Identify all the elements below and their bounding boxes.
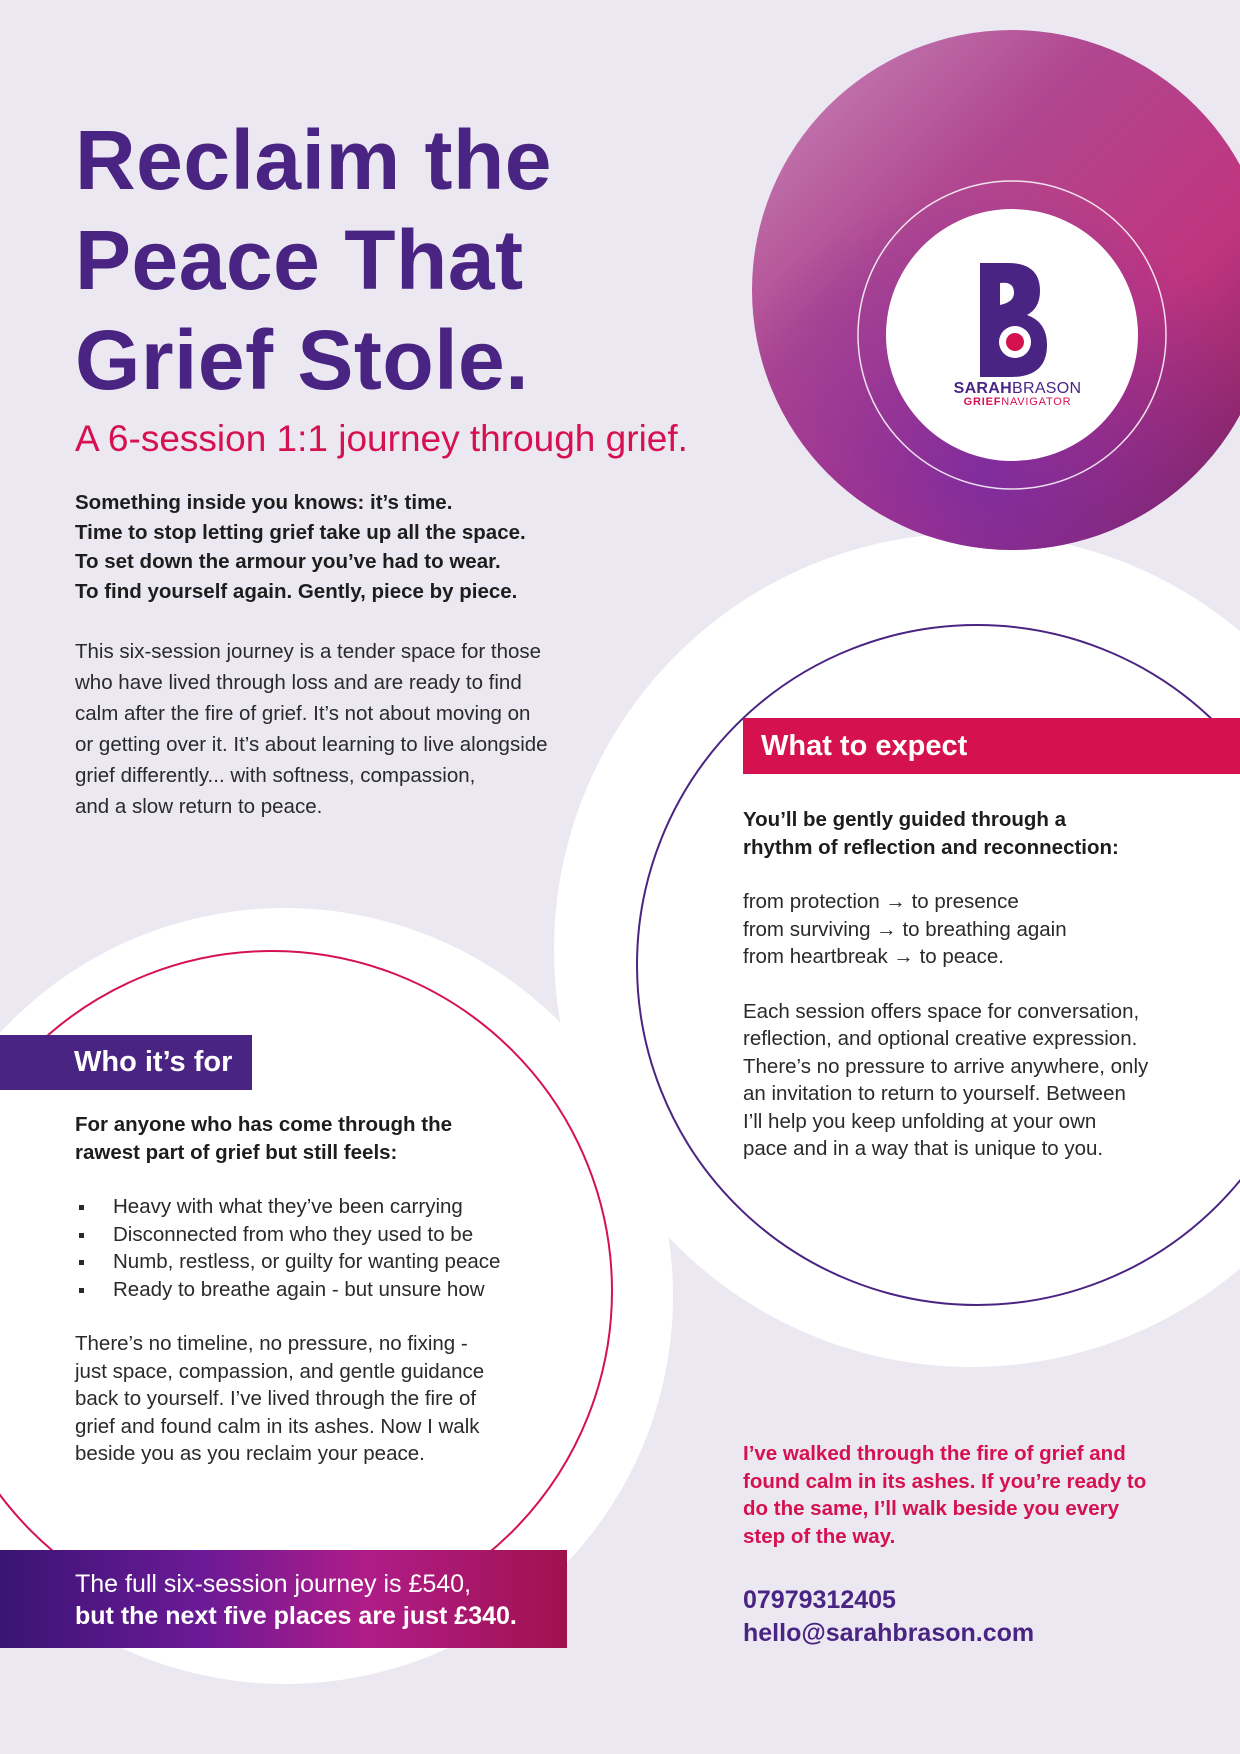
body-line: who have lived through loss and are ready to find: [75, 671, 522, 694]
body-line: grief differently... with softness, compassion,: [75, 764, 476, 787]
expect-body-line: Each session offers space for conversation,: [743, 999, 1140, 1023]
brand-name-bold: SARAH: [953, 380, 1012, 397]
who-body-line: grief and found calm in its ashes. Now I walk: [75, 1414, 480, 1438]
contact-phone[interactable]: 07979312405: [743, 1586, 896, 1614]
expect-body-line: pace and in a way that is unique to you.: [743, 1137, 1104, 1160]
headline-line-1: Reclaim the: [75, 113, 553, 207]
expect-lead-line: You’ll be gently guided through a: [743, 808, 1067, 831]
who-lead-line: For anyone who has come through the: [75, 1113, 452, 1136]
contact-details: [743, 1584, 1034, 1650]
expect-body-line: reflection, and optional creative expression.: [743, 1027, 1138, 1050]
subheadline: A 6-session 1:1 journey through grief.: [75, 418, 688, 459]
who-body-line: back to yourself. I’ve lived through the fire of: [75, 1387, 477, 1410]
closing-quote: [743, 1440, 1146, 1550]
who-its-for-heading: [0, 1035, 252, 1090]
expect-shift: from protection → to presence: [743, 890, 1019, 913]
expect-shift: from heartbreak → to peace.: [743, 945, 1004, 968]
expect-lead-line: rhythm of reflection and reconnection:: [743, 835, 1119, 859]
who-body-line: beside you as you reclaim your peace.: [75, 1442, 425, 1465]
brand-tag-light: NAVIGATOR: [1001, 396, 1072, 408]
what-to-expect-heading: [743, 718, 1240, 774]
who-its-for-title: Who it’s for: [74, 1046, 233, 1078]
expect-body-line: There’s no pressure to arrive anywhere, only: [743, 1054, 1149, 1078]
intro-line: To find yourself again. Gently, piece by piece.: [75, 579, 518, 603]
quote-line: step of the way.: [743, 1524, 896, 1548]
brand-name-light: BRASON: [1012, 380, 1082, 397]
headline-line-3: Grief Stole.: [75, 313, 530, 407]
expect-body-line: I’ll help you keep unfolding at your own: [743, 1109, 1097, 1133]
body-line: This six-session journey is a tender space for those: [75, 640, 542, 663]
quote-line: found calm in its ashes. If you’re ready to: [743, 1469, 1147, 1493]
who-bullet: Numb, restless, or guilty for wanting peace: [75, 1248, 500, 1276]
intro-body: [75, 636, 548, 822]
expect-body-line: an invitation to return to yourself. Between: [743, 1082, 1126, 1105]
body-line: calm after the fire of grief. It’s not about moving on: [75, 702, 531, 725]
brand-tag-bold: GRIEF: [963, 396, 1002, 408]
who-bullet: Disconnected from who they used to be: [75, 1221, 500, 1249]
headline: [75, 110, 635, 410]
quote-line: I’ve walked through the fire of grief and: [743, 1442, 1126, 1465]
what-to-expect-title: What to expect: [761, 729, 968, 762]
intro-statement: [75, 488, 526, 606]
intro-line: To set down the armour you’ve had to wear.: [75, 550, 501, 573]
who-body-line: just space, compassion, and gentle guidance: [75, 1359, 485, 1383]
contact-email[interactable]: hello@sarahbrason.com: [743, 1619, 1035, 1647]
quote-line: do the same, I’ll walk beside you every: [743, 1497, 1119, 1520]
body-line: or getting over it. It’s about learning to live alongside: [75, 733, 548, 756]
price-offer: but the next five places are just £340.: [75, 1602, 517, 1630]
price-full: The full six-session journey is £540,: [75, 1570, 472, 1598]
who-section: [75, 1111, 500, 1468]
who-body-line: There’s no timeline, no pressure, no fixing -: [75, 1332, 468, 1355]
logo-wordmark: [895, 380, 1140, 408]
who-bullet: Ready to breathe again - but unsure how: [75, 1276, 500, 1304]
expect-section: [743, 806, 1148, 1163]
intro-line: Something inside you knows: it’s time.: [75, 491, 453, 514]
price-banner: [0, 1550, 567, 1648]
body-line: and a slow return to peace.: [75, 795, 323, 818]
who-lead-line: rawest part of grief but still feels:: [75, 1140, 398, 1164]
who-bullet-list: [75, 1193, 500, 1303]
headline-line-2: Peace That: [75, 213, 524, 307]
who-bullet: Heavy with what they’ve been carrying: [75, 1193, 500, 1221]
intro-line: Time to stop letting grief take up all the space.: [75, 520, 526, 544]
expect-shift: from surviving → to breathing again: [743, 917, 1067, 941]
